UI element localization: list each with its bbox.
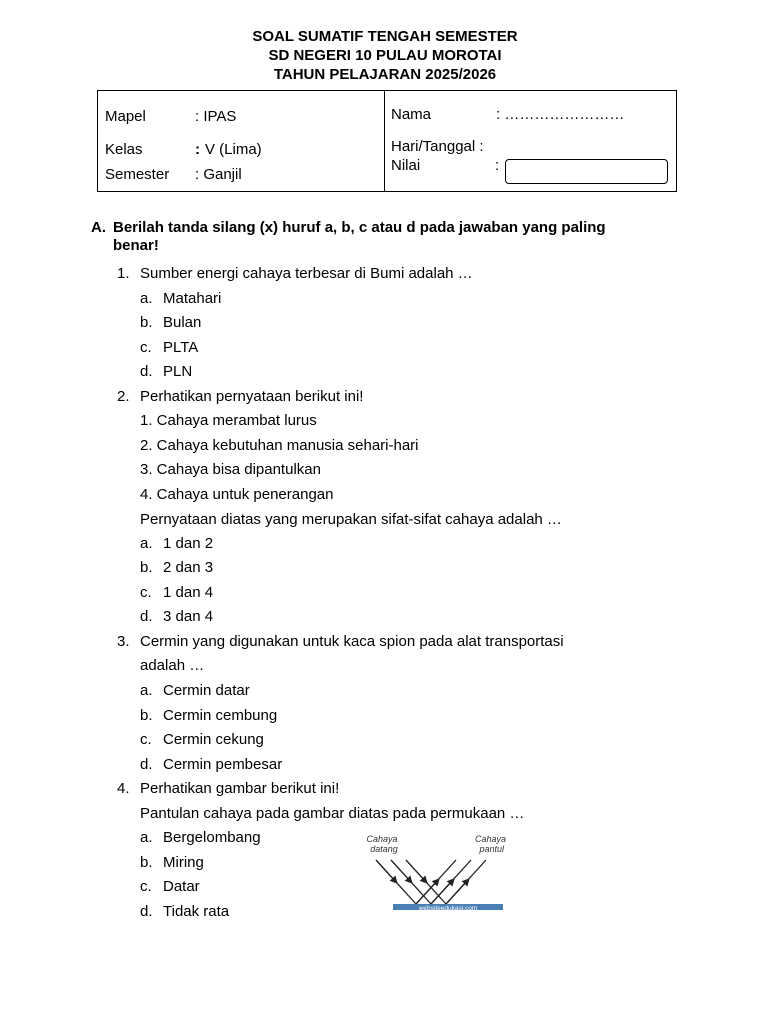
incoming-label-2: datang <box>370 844 398 854</box>
mapel-label: Mapel <box>105 108 146 125</box>
option-letter: a. <box>140 682 153 699</box>
section-letter: A. <box>91 219 106 236</box>
question-text: Sumber energi cahaya terbesar di Bumi adalah … <box>140 265 473 282</box>
question-text: Perhatikan pernyataan berikut ini! <box>140 388 364 405</box>
reflected-label-1: Cahaya <box>474 834 506 844</box>
kelas-label: Kelas <box>105 141 143 158</box>
option-letter: c. <box>140 339 152 356</box>
question-number: 1. <box>117 265 130 282</box>
question-number: 3. <box>117 633 130 650</box>
option-letter: d. <box>140 608 153 625</box>
option-text: Tidak rata <box>163 903 230 920</box>
kelas-colon: : <box>195 141 200 158</box>
option-letter: c. <box>140 584 152 601</box>
student-info-box <box>97 90 677 192</box>
option-text: Cermin cembung <box>163 707 278 724</box>
nilai-colon: : <box>495 157 500 174</box>
header-title-line1: SOAL SUMATIF TENGAH SEMESTER <box>252 28 518 45</box>
semester-label: Semester <box>105 166 170 183</box>
statement-2: 2. Cahaya kebutuhan manusia sehari-hari <box>140 437 419 454</box>
incoming-label-1: Cahaya <box>366 834 398 844</box>
info-divider <box>384 91 385 191</box>
option-text: 2 dan 3 <box>163 559 214 576</box>
question-number: 2. <box>117 388 130 405</box>
question-prompt: Pernyataan diatas yang merupakan sifat-sifat cahaya adalah … <box>140 511 562 528</box>
exam-header <box>0 27 768 84</box>
semester-value: : Ganjil <box>195 166 242 183</box>
option-letter: b. <box>140 314 153 331</box>
option-letter: c. <box>140 731 152 748</box>
option-text: PLN <box>163 363 193 380</box>
option-letter: d. <box>140 903 153 920</box>
reflection-diagram <box>358 830 508 915</box>
question-text-continued: adalah … <box>140 657 205 674</box>
option-text: Datar <box>163 878 200 895</box>
mapel-value: : IPAS <box>195 108 237 125</box>
section-instruction <box>91 219 651 255</box>
option-text: Cermin pembesar <box>163 756 283 773</box>
nilai-label: Nilai <box>391 157 421 174</box>
watermark-text: websiteedukasi.com <box>418 905 478 912</box>
header-title-line2: SD NEGERI 10 PULAU MOROTAI <box>268 47 502 64</box>
hari-tanggal-label: Hari/Tanggal : <box>391 138 484 155</box>
option-letter: b. <box>140 854 153 871</box>
option-letter: a. <box>140 290 153 307</box>
header-title-line3: TAHUN PELAJARAN 2025/2026 <box>273 66 497 83</box>
option-text: 3 dan 4 <box>163 608 214 625</box>
question-number: 4. <box>117 780 130 797</box>
option-text: PLTA <box>163 339 199 356</box>
question-text: Cermin yang digunakan untuk kaca spion pada alat transportasi <box>140 633 564 650</box>
option-text: Bergelombang <box>163 829 261 846</box>
reflected-label-2: pantul <box>479 844 504 854</box>
statement-4: 4. Cahaya untuk penerangan <box>140 486 334 503</box>
question-text: Perhatikan gambar berikut ini! <box>140 780 340 797</box>
option-text: Bulan <box>163 314 202 331</box>
option-letter: b. <box>140 707 153 724</box>
option-text: Miring <box>163 854 204 871</box>
option-letter: a. <box>140 829 153 846</box>
option-letter: b. <box>140 559 153 576</box>
option-letter: d. <box>140 363 153 380</box>
question-prompt: Pantulan cahaya pada gambar diatas pada permukaan … <box>140 805 525 822</box>
option-letter: a. <box>140 535 153 552</box>
option-text: 1 dan 2 <box>163 535 214 552</box>
statement-1: 1. Cahaya merambat lurus <box>140 412 317 429</box>
option-letter: d. <box>140 756 153 773</box>
nama-field[interactable]: : …………………… <box>496 106 625 123</box>
statement-3: 3. Cahaya bisa dipantulkan <box>140 461 321 478</box>
option-text: 1 dan 4 <box>163 584 214 601</box>
nama-label: Nama <box>391 106 432 123</box>
instruction-text: Berilah tanda silang (x) huruf a, b, c atau d pada jawaban yang paling benar! <box>113 219 606 254</box>
option-letter: c. <box>140 878 152 895</box>
kelas-value: V (Lima) <box>205 141 262 158</box>
option-text: Cermin cekung <box>163 731 264 748</box>
option-text: Matahari <box>163 290 222 307</box>
nilai-score-box[interactable] <box>505 159 668 184</box>
option-text: Cermin datar <box>163 682 250 699</box>
